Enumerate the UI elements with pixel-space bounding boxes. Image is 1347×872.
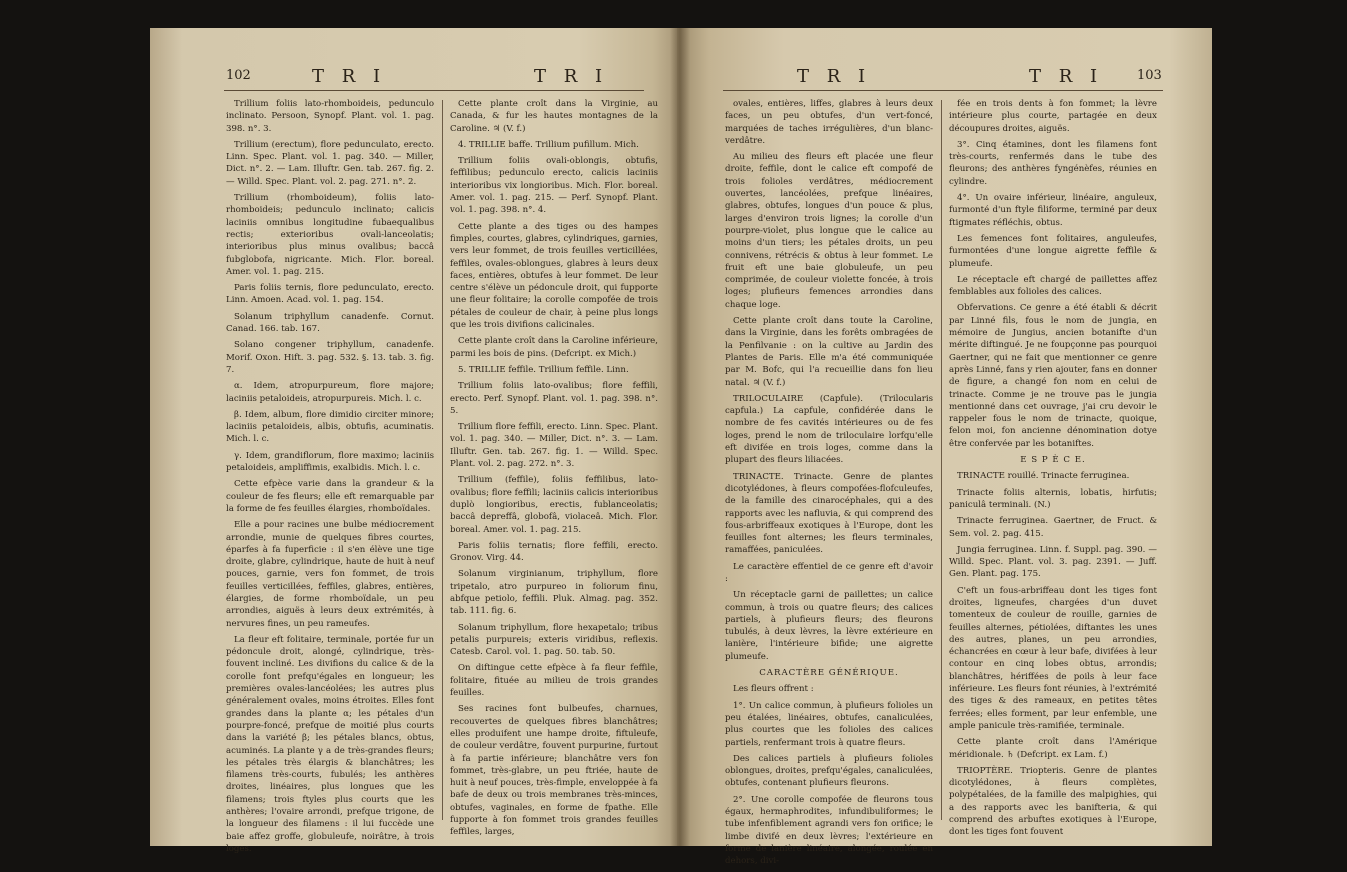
paragraph: La fleur eft folitaire, terminale, portée fur un pédoncule droit, alongé, cylindrique, très-fouvent incliné. Les divifions du calice & de la corolle font prefqu'égales en longueur; les premières ovales-lancéolées; les autres plus généralement ovales, moins étroites. Elles font grandes dans la plante α; les pétales d'un pourpre-foncé, prefque de moitié plus courts dans la variété β; les pétales blancs, obtus, acuminés. La plante γ a de très-grandes fleurs; les pétales très élargis & blanchâtres; les filamens très-courts, fubulés; les anthères droites, linéaires, plus longues que les filamens; trois ftyles plus courts que les anthères; l'ovaire arrondi, prefque trigone, de la longueur des filamens : il lui fuccède une baie affez groffe, globuleufe, noirâtre, à trois loges. [226, 634, 434, 854]
running-head-left-2: T R I [534, 66, 609, 87]
page-number-left: 102 [226, 68, 251, 83]
paragraph: 4°. Un ovaire inférieur, linéaire, anguleux, furmonté d'un ftyle filiforme, terminé par deux ftigmates réfléchis, obtus. [949, 193, 1157, 228]
paragraph: TRINACTE. Trinacte. Genre de plantes dicotylédones, à fleurs compofées-flofculeufes, de la famille des cinarocéphales, qui a des rapports avec les nafluvia, & qui comprend des fous-arbriffeaux exotiques à l'Europe, dont les feuilles font alternes; les fleurs terminales, ramaffées, paniculées. [725, 471, 933, 556]
paragraph: Cette efpèce varie dans la grandeur & la couleur de fes fleurs; elle eft remarquable par la forme de fes feuilles élargies, rhomboïdales. [226, 479, 434, 514]
paragraph: E S P È C E. [1020, 455, 1086, 466]
right-page [677, 28, 1212, 867]
book-gutter [670, 28, 690, 846]
paragraph: γ. Idem, grandiflorum, flore maximo; laciniis petaloideis, ampliffimis, exalbidis. Mich. l. c. [226, 450, 434, 474]
paragraph: Un réceptacle garni de paillettes; un calice commun, à trois ou quatre fleurs; des calices partiels, à plufieurs fleurs; des fleurons tubulés, à deux lèvres, la lèvre extérieure en lanière, l'intérieure bifide; une aigrette plumeufe. [725, 590, 933, 662]
paragraph: On diftingue cette efpèce à fa fleur feffile, folitaire, fituée au milieu de trois grandes feuilles. [450, 663, 658, 699]
paragraph: TRINACTE rouillé. Trinacte ferruginea. [957, 471, 1130, 482]
paragraph: CARACTÈRE GÉNÉRIQUE. [759, 668, 899, 679]
paragraph: Trinacte foliis alternis, lobatis, hirfutis; paniculâ terminali. (N.) [949, 487, 1157, 510]
paragraph: Solanum triphyllum, flore hexapetalo; tribus petalis purpureis; exteris viridibus, reflexis. Catesb. Carol. vol. 1. pag. 50. tab. 50. [450, 622, 658, 658]
paragraph: 3°. Cinq étamines, dont les filamens font très-courts, renfermés dans le tube des fleurons; des anthères fyngénèfes, réunies en cylindre. [949, 139, 1157, 187]
header-rule-left [224, 90, 644, 91]
running-head-right-1: T R I [797, 66, 872, 87]
paragraph: Cette plante croît dans l'Amérique méridionale. ♄ (Defcript. ex Lam. f.) [949, 737, 1157, 760]
paragraph: ovales, entières, liffes, glabres à leurs deux faces, un peu obtufes, d'un vert-foncé, marquées de taches irrégulières, d'un blanc-verdâtre. [725, 99, 933, 146]
paragraph: Obfervations. Ce genre a été établi & décrit par Linné fils, fous le nom de jungia, en mémoire de Jungius, ancien botanifte d'un mérite diftingué. Je ne foupçonne pas pourquoi Gaertner, qui ne fait que mentionner ce genre après Linné, fans y rien ajouter, fans en donner de figure, a changé fon nom en celui de trinacte. Comme je ne trouve pas le jungia mentionné dans cet ouvrage, j'ai cru devoir le rappeler fous le nom de trinacte, quoique, felon moi, fon ancienne dénomination dotye être confervée par les botaniftes. [949, 303, 1157, 449]
paragraph: Solano congener triphyllum, canadenfe. Morif. Oxon. Hift. 3. pag. 532. §. 13. tab. 3. fig. 7. [226, 340, 434, 375]
paragraph: Trillium (erectum), flore pedunculato, erecto. Linn. Spec. Plant. vol. 1. pag. 340. — Miller, Dict. n°. 2. — Lam. Illuftr. Gen. tab. 267. fig. 2. — Willd. Spec. Plant. vol. 2. pag. 271. n°. 2. [226, 139, 434, 187]
running-head-right-2: T R I [1029, 66, 1104, 87]
paragraph: Cette plante croît dans la Caroline inférieure, parmi les bois de pins. (Defcript. ex Mich.) [450, 336, 658, 359]
paragraph: Solanum triphyllum canadenfe. Cornut. Canad. 166. tab. 167. [226, 311, 434, 335]
paragraph: Des calices partiels à plufieurs folioles oblongues, droites, prefqu'égales, canaliculées, obtufes, contenant plufieurs fleurons. [725, 753, 933, 789]
paragraph: Le caractère effentiel de ce genre eft d'avoir : [725, 561, 933, 584]
paragraph: 1°. Un calice commun, à plufieurs folioles un peu étalées, linéaires, obtufes, canaliculées, plus courtes que les folioles des calices partiels, renfermant trois à quatre fleurs. [725, 700, 933, 748]
paragraph: 4. TRILLIE baffe. Trillium pufillum. Mich. [458, 139, 639, 150]
right-column-2 [949, 98, 1157, 843]
left-column-2 [450, 98, 658, 843]
paragraph: Solanum virginianum, triphyllum, flore tripetalo, atro purpureo in foliorum finu, abfque petiolo, feffili. Pluk. Almag. pag. 352. tab. 111. fig. 6. [450, 569, 658, 617]
running-head-left-1: T R I [312, 66, 387, 87]
paragraph: β. Idem, album, flore dimidio circiter minore; laciniis petaloideis, albis, obtufis, acuminatis. Mich. l. c. [226, 409, 434, 445]
paragraph: Jungia ferruginea. Linn. f. Suppl. pag. 390. — Willd. Spec. Plant. vol. 3. pag. 2391. — Juff. Gen. Plant. pag. 175. [949, 544, 1157, 580]
paragraph: Trillium (rhomboideum), foliis lato-rhomboideis; pedunculo inclinato; calicis laciniis omnibus longitudine fubaequalibus rectis; exterioribus ovali-lanceolatis; interioribus plus minus ovalibus; baccâ fubglobofa, nigricante. Mich. Flor. boreal. Amer. vol. 1. pag. 215. [226, 193, 434, 277]
page-number-right: 103 [1137, 68, 1162, 83]
paragraph: Cette plante a des tiges ou des hampes fimples, courtes, glabres, cylindriques, garnies, vers leur fommet, de trois feuilles verticillées, feffiles, ovales-oblongues, glabres à leurs deux faces, entières, obtufes à leur fommet. De leur centre s'élève un pédoncule droit, qui fupporte une fleur folitaire; la corolle compofée de trois pétales de couleur de chair, à peine plus longs que les trois divifions calicinales. [450, 221, 658, 331]
paragraph: Trillium flore feffili, erecto. Linn. Spec. Plant. vol. 1. pag. 340. — Miller, Dict. n°. 3. — Lam. Illuftr. Gen. tab. 267. fig. 1. — Willd. Spec. Plant. vol. 2. pag. 272. n°. 3. [450, 422, 658, 470]
paragraph: Cette plante croît dans la Virginie, au Canada, & fur les hautes montagnes de la Caroline. ♃ (V. f.) [450, 99, 658, 134]
paragraph: Paris foliis ternis, flore pedunculato, erecto. Linn. Amoen. Acad. vol. 1. pag. 154. [226, 283, 434, 306]
column-divider-left [442, 100, 443, 820]
left-page [150, 28, 685, 854]
paragraph: Cette plante croît dans toute la Caroline, dans la Virginie, dans les forêts ombragées de la Penfilvanie : on la cultive au Jardin des Plantes de Paris. Elle m'a été communiquée par M. Bofc, qui l'a recueillie dans fon lieu natal. ♃ (V. f.) [725, 316, 933, 388]
column-divider-right [941, 100, 942, 820]
paragraph: Les fleurs offrent : [733, 684, 814, 695]
paragraph: α. Idem, atropurpureum, flore majore; laciniis petaloideis, atropurpureis. Mich. l. c. [226, 381, 434, 404]
paragraph: fée en trois dents à fon fommet; la lèvre intérieure plus courte, partagée en deux découpures droites, aiguës. [949, 99, 1157, 134]
right-column-1 [725, 98, 933, 872]
paragraph: Au milieu des fleurs eft placée une fleur droite, feffile, dont le calice eft compofé de trois folioles verdâtres, médiocrement ouvertes, lancéolées, prefque linéaires, glabres, obtufes, longues d'un pouce & plus, larges d'environ trois lignes; la corolle d'un pourpre-violet, plus longue que le calice au moins d'un tiers; les pétales droits, un peu connivens, rétrécis & obtus à leur fommet. Le fruit eft une baie globuleufe, un peu comprimée, de couleur violette foncée, à trois loges; plufieurs femences arrondies dans chaque loge. [725, 152, 933, 310]
paragraph: Paris foliis ternatis; flore feffili, erecto. Gronov. Virg. 44. [450, 540, 658, 564]
paragraph: Trillium foliis ovali-oblongis, obtufis, feffilibus; pedunculo erecto, calicis laciniis interioribus vix longioribus. Mich. Flor. boreal. Amer. vol. 1. pag. 215. — Perf. Synopf. Plant. vol. 1. pag. 398. n°. 4. [450, 156, 658, 216]
paragraph: Trinacte ferruginea. Gaertner, de Fruct. & Sem. vol. 2. pag. 415. [949, 516, 1157, 539]
paragraph: 2°. Une corolle compofée de fleurons tous égaux, hermaphrodites, infundibuliformes; le tube infenfiblement agrandi vers fon orifice; le limbe divifé en deux lèvres; l'extérieure en forme de lanière linéaire, alongée, roulée en dehors, divi- [725, 794, 933, 867]
open-book [150, 28, 1212, 867]
paragraph: Elle a pour racines une bulbe médiocrement arrondie, munie de quelques fibres courtes, éparfes à fa fuperficie : il s'en élève une tige droite, glabre, cylindrique, haute de huit à neuf pouces, garnie, vers fon fommet, de trois feuilles verticillées, feffiles, glabres, entières, élargies, de forme rhomboïdale, un peu arrondies, aiguës à leurs deux extrémités, à nervures fines, un peu rameufes. [226, 520, 434, 629]
header-rule-right [723, 90, 1163, 91]
paragraph: Trillium foliis lato-ovalibus; flore feffili, erecto. Perf. Synopf. Plant. vol. 1. pag. 398. n°. 5. [450, 381, 658, 416]
paragraph: 5. TRILLIE feffile. Trillium feffile. Linn. [458, 364, 629, 375]
paragraph: TRIOPTÈRE. Triopteris. Genre de plantes dicotylédones, à fleurs complètes, polypétalées, de la famille des malpighies, qui a des rapports avec les banifteria, & qui comprend des arbuftes exotiques à l'Europe, dont les tiges font fouvent [949, 765, 1157, 838]
paragraph: TRILOCULAIRE (Capfule). (Trilocularis capfula.) La capfule, confidérée dans le nombre de fes cavités intérieures ou de fes loges, prend le nom de triloculaire lorfqu'elle eft divifée en trois loges, comme dans la plupart des fleurs liliacées. [725, 393, 933, 466]
paragraph: Trillium (feffile), foliis feffilibus, lato-ovalibus; flore feffili; laciniis calicis interioribus duplò longioribus, erectis, fublanceolatis; baccâ depreffâ, globofâ, violaceâ. Mich. Flor. boreal. Amer. vol. 1. pag. 215. [450, 475, 658, 535]
paragraph: Ses racines font bulbeufes, charnues, recouvertes de quelques fibres blanchâtres; elles produifent une hampe droite, fiftuleufe, de couleur verdâtre, fouvent purpurine, furtout à fa partie inférieure; blanchâtre vers fon fommet, très-glabre, un peu ftriée, haute de huit à neuf pouces, très-fimple, enveloppée à fa bafe de deux ou trois membranes très-minces, obtufes, vaginales, en forme de fpathe. Elle fupporte à fon fommet trois grandes feuilles feffiles, larges, [450, 704, 658, 838]
paragraph: C'eft un fous-arbriffeau dont les tiges font droites, ligneufes, chargées d'un duvet tomenteux de couleur de rouille, garnies de feuilles alternes, pétiolées, diftantes les unes des autres, planes, un peu arrondies, échancrées en cœur à leur bafe, divifées à leur contour en cinq lobes obtus, arrondis; blanchâtres, hériffées de poils à leur face inférieure. Les fleurs font réunies, à l'extrémité des tiges & des rameaux, en petites têtes ferrées; elles forment, par leur enfemble, une ample panicule très-ramifiée, terminale. [949, 585, 1157, 731]
paragraph: Le réceptacle eft chargé de paillettes affez femblables aux folioles des calices. [949, 274, 1157, 298]
left-column-1 [226, 98, 434, 859]
paragraph: Trillium foliis lato-rhomboideis, pedunculo inclinato. Persoon, Synopf. Plant. vol. 1. pag. 398. n°. 3. [226, 99, 434, 134]
paragraph: Les femences font folitaires, anguleufes, furmontées d'une longue aigrette feffile & plumeufe. [949, 233, 1157, 269]
